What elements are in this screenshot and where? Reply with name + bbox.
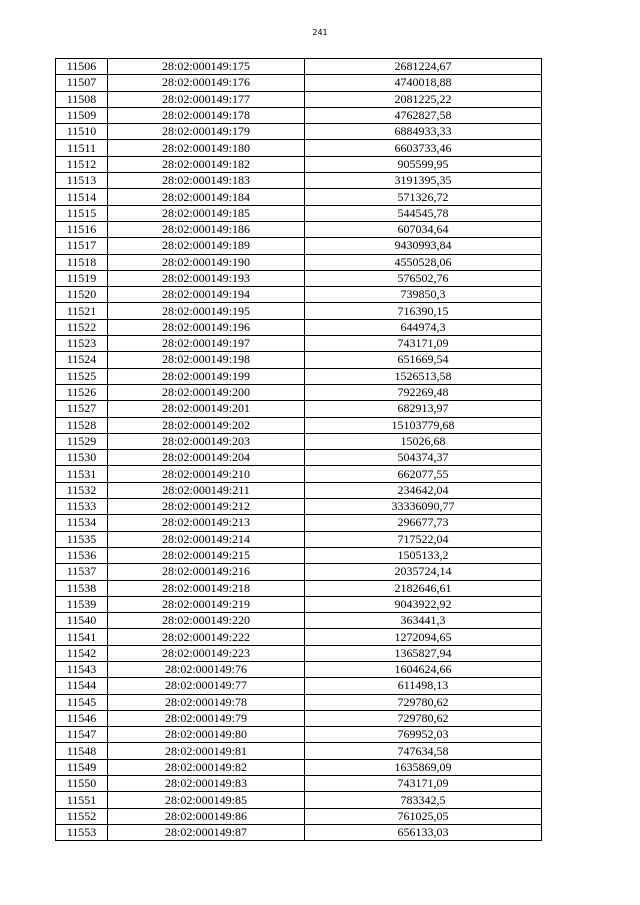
table-row xyxy=(56,59,542,75)
cadastral-value-table xyxy=(55,58,542,841)
cadastral-value-cell: 296677,73 xyxy=(305,515,542,531)
row-number-cell: 11534 xyxy=(56,515,108,531)
cadastral-value-cell: 729780,62 xyxy=(305,694,542,710)
table-row xyxy=(56,727,542,743)
table-row xyxy=(56,629,542,645)
table-row xyxy=(56,710,542,726)
table-row xyxy=(56,824,542,840)
cadastral-number-cell: 28:02:000149:198 xyxy=(108,352,305,368)
table-row xyxy=(56,75,542,91)
table-row xyxy=(56,238,542,254)
cadastral-value-cell: 4550528,06 xyxy=(305,254,542,270)
cadastral-value-cell: 1635869,09 xyxy=(305,759,542,775)
row-number-cell: 11510 xyxy=(56,124,108,140)
cadastral-number-cell: 28:02:000149:200 xyxy=(108,384,305,400)
row-number-cell: 11547 xyxy=(56,727,108,743)
row-number-cell: 11531 xyxy=(56,466,108,482)
cadastral-number-cell: 28:02:000149:196 xyxy=(108,319,305,335)
table-row xyxy=(56,759,542,775)
cadastral-number-cell: 28:02:000149:83 xyxy=(108,776,305,792)
cadastral-value-cell: 739850,3 xyxy=(305,287,542,303)
table-row xyxy=(56,547,542,563)
row-number-cell: 11526 xyxy=(56,384,108,400)
row-number-cell: 11551 xyxy=(56,792,108,808)
table-row xyxy=(56,319,542,335)
row-number-cell: 11540 xyxy=(56,613,108,629)
cadastral-number-cell: 28:02:000149:176 xyxy=(108,75,305,91)
cadastral-value-cell: 656133,03 xyxy=(305,824,542,840)
table-row xyxy=(56,661,542,677)
cadastral-value-cell: 33336090,77 xyxy=(305,499,542,515)
row-number-cell: 11544 xyxy=(56,678,108,694)
row-number-cell: 11520 xyxy=(56,287,108,303)
table-row xyxy=(56,694,542,710)
cadastral-value-cell: 1505133,2 xyxy=(305,547,542,563)
cadastral-number-cell: 28:02:000149:222 xyxy=(108,629,305,645)
table-row xyxy=(56,107,542,123)
cadastral-number-cell: 28:02:000149:215 xyxy=(108,547,305,563)
row-number-cell: 11530 xyxy=(56,450,108,466)
cadastral-value-cell: 743171,09 xyxy=(305,776,542,792)
row-number-cell: 11511 xyxy=(56,140,108,156)
table-row xyxy=(56,173,542,189)
table-row xyxy=(56,303,542,319)
table-row xyxy=(56,352,542,368)
cadastral-value-cell: 15103779,68 xyxy=(305,417,542,433)
row-number-cell: 11527 xyxy=(56,401,108,417)
row-number-cell: 11552 xyxy=(56,808,108,824)
cadastral-number-cell: 28:02:000149:183 xyxy=(108,173,305,189)
cadastral-value-cell: 1526513,58 xyxy=(305,368,542,384)
cadastral-value-cell: 747634,58 xyxy=(305,743,542,759)
cadastral-number-cell: 28:02:000149:179 xyxy=(108,124,305,140)
row-number-cell: 11548 xyxy=(56,743,108,759)
cadastral-value-cell: 4740018,88 xyxy=(305,75,542,91)
cadastral-number-cell: 28:02:000149:185 xyxy=(108,205,305,221)
row-number-cell: 11539 xyxy=(56,596,108,612)
cadastral-value-cell: 3191395,35 xyxy=(305,173,542,189)
cadastral-number-cell: 28:02:000149:199 xyxy=(108,368,305,384)
cadastral-value-cell: 6884933,33 xyxy=(305,124,542,140)
cadastral-value-cell: 761025,05 xyxy=(305,808,542,824)
cadastral-number-cell: 28:02:000149:194 xyxy=(108,287,305,303)
cadastral-number-cell: 28:02:000149:195 xyxy=(108,303,305,319)
row-number-cell: 11521 xyxy=(56,303,108,319)
row-number-cell: 11508 xyxy=(56,91,108,107)
row-number-cell: 11513 xyxy=(56,173,108,189)
cadastral-value-cell: 662077,55 xyxy=(305,466,542,482)
table-row xyxy=(56,287,542,303)
cadastral-value-cell: 769952,03 xyxy=(305,727,542,743)
cadastral-value-cell: 6603733,46 xyxy=(305,140,542,156)
table-row xyxy=(56,776,542,792)
row-number-cell: 11512 xyxy=(56,156,108,172)
row-number-cell: 11545 xyxy=(56,694,108,710)
cadastral-number-cell: 28:02:000149:203 xyxy=(108,433,305,449)
cadastral-value-cell: 743171,09 xyxy=(305,336,542,352)
table-row xyxy=(56,336,542,352)
cadastral-number-cell: 28:02:000149:218 xyxy=(108,580,305,596)
row-number-cell: 11542 xyxy=(56,645,108,661)
cadastral-value-cell: 2681224,67 xyxy=(305,59,542,75)
row-number-cell: 11518 xyxy=(56,254,108,270)
cadastral-number-cell: 28:02:000149:177 xyxy=(108,91,305,107)
row-number-cell: 11523 xyxy=(56,336,108,352)
page-number: 241 xyxy=(312,28,328,37)
cadastral-number-cell: 28:02:000149:184 xyxy=(108,189,305,205)
cadastral-number-cell: 28:02:000149:76 xyxy=(108,661,305,677)
row-number-cell: 11541 xyxy=(56,629,108,645)
row-number-cell: 11549 xyxy=(56,759,108,775)
cadastral-value-cell: 2035724,14 xyxy=(305,564,542,580)
table-row xyxy=(56,417,542,433)
cadastral-number-cell: 28:02:000149:216 xyxy=(108,564,305,580)
table-row xyxy=(56,189,542,205)
row-number-cell: 11507 xyxy=(56,75,108,91)
table-row xyxy=(56,205,542,221)
cadastral-value-cell: 504374,37 xyxy=(305,450,542,466)
row-number-cell: 11522 xyxy=(56,319,108,335)
table-row xyxy=(56,808,542,824)
cadastral-number-cell: 28:02:000149:219 xyxy=(108,596,305,612)
table-row xyxy=(56,499,542,515)
cadastral-number-cell: 28:02:000149:220 xyxy=(108,613,305,629)
row-number-cell: 11535 xyxy=(56,531,108,547)
row-number-cell: 11529 xyxy=(56,433,108,449)
table-row xyxy=(56,792,542,808)
row-number-cell: 11515 xyxy=(56,205,108,221)
row-number-cell: 11514 xyxy=(56,189,108,205)
cadastral-value-cell: 15026,68 xyxy=(305,433,542,449)
table-row xyxy=(56,645,542,661)
table-row xyxy=(56,482,542,498)
table-row xyxy=(56,743,542,759)
table-row xyxy=(56,596,542,612)
cadastral-number-cell: 28:02:000149:212 xyxy=(108,499,305,515)
table-row xyxy=(56,254,542,270)
cadastral-number-cell: 28:02:000149:180 xyxy=(108,140,305,156)
table-row xyxy=(56,433,542,449)
cadastral-number-cell: 28:02:000149:178 xyxy=(108,107,305,123)
row-number-cell: 11550 xyxy=(56,776,108,792)
cadastral-number-cell: 28:02:000149:87 xyxy=(108,824,305,840)
cadastral-value-cell: 363441,3 xyxy=(305,613,542,629)
table-row xyxy=(56,156,542,172)
row-number-cell: 11536 xyxy=(56,547,108,563)
row-number-cell: 11543 xyxy=(56,661,108,677)
table-row xyxy=(56,515,542,531)
cadastral-number-cell: 28:02:000149:190 xyxy=(108,254,305,270)
cadastral-value-cell: 717522,04 xyxy=(305,531,542,547)
cadastral-value-cell: 905599,95 xyxy=(305,156,542,172)
row-number-cell: 11509 xyxy=(56,107,108,123)
table-row xyxy=(56,531,542,547)
row-number-cell: 11533 xyxy=(56,499,108,515)
cadastral-value-cell: 576502,76 xyxy=(305,270,542,286)
cadastral-value-cell: 4762827,58 xyxy=(305,107,542,123)
cadastral-number-cell: 28:02:000149:85 xyxy=(108,792,305,808)
cadastral-number-cell: 28:02:000149:213 xyxy=(108,515,305,531)
row-number-cell: 11538 xyxy=(56,580,108,596)
cadastral-number-cell: 28:02:000149:175 xyxy=(108,59,305,75)
table-row xyxy=(56,564,542,580)
cadastral-value-cell: 9430993,84 xyxy=(305,238,542,254)
table-row xyxy=(56,368,542,384)
cadastral-value-cell: 544545,78 xyxy=(305,205,542,221)
cadastral-number-cell: 28:02:000149:202 xyxy=(108,417,305,433)
cadastral-value-cell: 792269,48 xyxy=(305,384,542,400)
row-number-cell: 11532 xyxy=(56,482,108,498)
table-row xyxy=(56,678,542,694)
row-number-cell: 11524 xyxy=(56,352,108,368)
row-number-cell: 11528 xyxy=(56,417,108,433)
table-row xyxy=(56,221,542,237)
row-number-cell: 11537 xyxy=(56,564,108,580)
table-row xyxy=(56,466,542,482)
cadastral-value-cell: 2081225,22 xyxy=(305,91,542,107)
table-row xyxy=(56,124,542,140)
cadastral-number-cell: 28:02:000149:186 xyxy=(108,221,305,237)
cadastral-value-cell: 9043922,92 xyxy=(305,596,542,612)
cadastral-number-cell: 28:02:000149:201 xyxy=(108,401,305,417)
cadastral-value-cell: 644974,3 xyxy=(305,319,542,335)
cadastral-number-cell: 28:02:000149:197 xyxy=(108,336,305,352)
table-row xyxy=(56,613,542,629)
cadastral-number-cell: 28:02:000149:211 xyxy=(108,482,305,498)
cadastral-value-cell: 783342,5 xyxy=(305,792,542,808)
cadastral-value-cell: 682913,97 xyxy=(305,401,542,417)
cadastral-number-cell: 28:02:000149:77 xyxy=(108,678,305,694)
cadastral-number-cell: 28:02:000149:78 xyxy=(108,694,305,710)
row-number-cell: 11519 xyxy=(56,270,108,286)
cadastral-number-cell: 28:02:000149:182 xyxy=(108,156,305,172)
cadastral-value-cell: 234642,04 xyxy=(305,482,542,498)
cadastral-number-cell: 28:02:000149:204 xyxy=(108,450,305,466)
cadastral-number-cell: 28:02:000149:214 xyxy=(108,531,305,547)
table-row xyxy=(56,91,542,107)
row-number-cell: 11506 xyxy=(56,59,108,75)
cadastral-number-cell: 28:02:000149:80 xyxy=(108,727,305,743)
cadastral-number-cell: 28:02:000149:193 xyxy=(108,270,305,286)
cadastral-number-cell: 28:02:000149:223 xyxy=(108,645,305,661)
table-body xyxy=(56,59,542,841)
cadastral-value-cell: 611498,13 xyxy=(305,678,542,694)
cadastral-number-cell: 28:02:000149:82 xyxy=(108,759,305,775)
table-row xyxy=(56,580,542,596)
row-number-cell: 11546 xyxy=(56,710,108,726)
table-row xyxy=(56,384,542,400)
cadastral-value-cell: 1604624,66 xyxy=(305,661,542,677)
cadastral-value-cell: 571326,72 xyxy=(305,189,542,205)
cadastral-number-cell: 28:02:000149:79 xyxy=(108,710,305,726)
cadastral-value-cell: 607034,64 xyxy=(305,221,542,237)
row-number-cell: 11517 xyxy=(56,238,108,254)
cadastral-value-cell: 716390,15 xyxy=(305,303,542,319)
cadastral-value-cell: 1365827,94 xyxy=(305,645,542,661)
cadastral-value-cell: 729780,62 xyxy=(305,710,542,726)
cadastral-number-cell: 28:02:000149:210 xyxy=(108,466,305,482)
table-row xyxy=(56,270,542,286)
cadastral-number-cell: 28:02:000149:189 xyxy=(108,238,305,254)
table-row xyxy=(56,450,542,466)
cadastral-value-cell: 2182646,61 xyxy=(305,580,542,596)
cadastral-number-cell: 28:02:000149:86 xyxy=(108,808,305,824)
row-number-cell: 11516 xyxy=(56,221,108,237)
row-number-cell: 11525 xyxy=(56,368,108,384)
cadastral-value-cell: 1272094,65 xyxy=(305,629,542,645)
table-row xyxy=(56,401,542,417)
cadastral-number-cell: 28:02:000149:81 xyxy=(108,743,305,759)
table-row xyxy=(56,140,542,156)
cadastral-value-cell: 651669,54 xyxy=(305,352,542,368)
row-number-cell: 11553 xyxy=(56,824,108,840)
